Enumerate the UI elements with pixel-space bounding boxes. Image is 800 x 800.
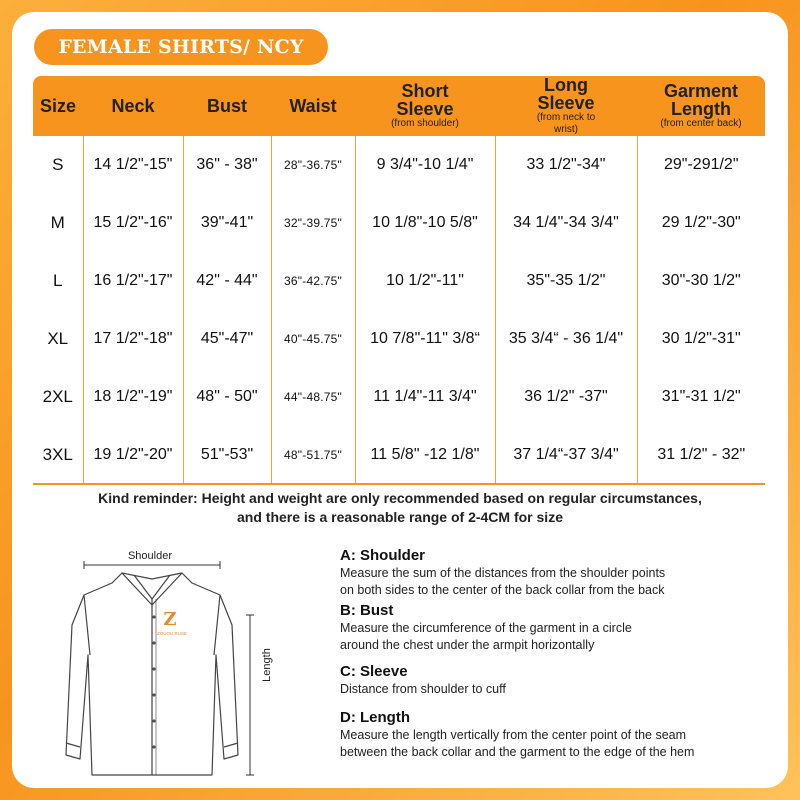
measure-desc: Measure the sum of the distances from the shoulder points — [340, 566, 666, 580]
shoulder-label: Shoulder — [127, 550, 173, 562]
short-sleeve-cell: 9 3/4"-10 1/4" — [355, 136, 495, 194]
chart-title: FEMALE SHIRTS/ NCY — [34, 29, 328, 65]
neck-cell: 18 1/2"-19" — [83, 368, 183, 426]
bust-cell: 36" - 38" — [183, 136, 271, 194]
short-sleeve-cell: 10 1/2"-11" — [355, 252, 495, 310]
header-waist: Waist — [271, 76, 355, 136]
neck-cell: 19 1/2"-20" — [83, 426, 183, 484]
long-sleeve-cell: 33 1/2"-34" — [495, 136, 637, 194]
header-long-sleeve: Long Sleeve (from neck to wrist) — [495, 76, 637, 136]
short-sleeve-cell: 11 5/8" -12 1/8" — [355, 426, 495, 484]
size-cell: 3XL — [33, 426, 83, 484]
header-size: Size — [33, 76, 83, 136]
measure-bust — [340, 602, 780, 654]
measure-length — [340, 709, 780, 761]
table-header-row — [33, 76, 765, 136]
short-sleeve-cell: 10 7/8"-11" 3/8“ — [355, 310, 495, 368]
reminder-line: and there is a reasonable range of 2-4CM for size — [237, 509, 563, 525]
table-row — [33, 194, 765, 252]
size-cell: L — [33, 252, 83, 310]
table-row — [33, 426, 765, 484]
measure-title: B: Bust — [340, 602, 394, 619]
waist-cell: 44"-48.75" — [271, 368, 355, 426]
size-cell: 2XL — [33, 368, 83, 426]
neck-cell: 14 1/2"-15" — [83, 136, 183, 194]
measure-title: D: Length — [340, 709, 410, 726]
header-garment-length: Garment Length (from center back) — [637, 76, 765, 136]
bust-cell: 39"-41" — [183, 194, 271, 252]
garment-length-cell: 31"-31 1/2" — [637, 368, 765, 426]
garment-length-cell: 30 1/2"-31" — [637, 310, 765, 368]
bust-cell: 42" - 44" — [183, 252, 271, 310]
short-sleeve-cell: 11 1/4"-11 3/4" — [355, 368, 495, 426]
measure-desc: between the back collar and the garment to the edge of the hem — [340, 745, 695, 759]
table-row — [33, 252, 765, 310]
bust-cell: 45"-47" — [183, 310, 271, 368]
measure-title: A: Shoulder — [340, 547, 425, 564]
measure-sleeve — [340, 663, 780, 698]
long-sleeve-cell: 35 3/4“ - 36 1/4" — [495, 310, 637, 368]
table-row — [33, 136, 765, 194]
shirt-diagram — [60, 545, 290, 795]
size-cell: XL — [33, 310, 83, 368]
kind-reminder — [40, 489, 760, 527]
bust-cell: 51"-53" — [183, 426, 271, 484]
header-neck: Neck — [83, 76, 183, 136]
garment-length-cell: 31 1/2" - 32" — [637, 426, 765, 484]
measure-desc: Distance from shoulder to cuff — [340, 682, 506, 696]
waist-cell: 36"-42.75" — [271, 252, 355, 310]
garment-length-cell: 30"-30 1/2" — [637, 252, 765, 310]
shirt-icon — [66, 573, 238, 775]
size-cell: M — [33, 194, 83, 252]
measure-desc: on both sides to the center of the back collar from the back — [340, 583, 665, 597]
size-cell: S — [33, 136, 83, 194]
header-bust: Bust — [183, 76, 271, 136]
brand-logo-icon: Z — [163, 609, 177, 630]
brand-logo-text: ZOUOU RUSE — [156, 631, 188, 636]
bust-cell: 48" - 50" — [183, 368, 271, 426]
header-short-sleeve: Short Sleeve (from shoulder) — [355, 76, 495, 136]
waist-cell: 28"-36.75" — [271, 136, 355, 194]
measure-desc: around the chest under the armpit horizontally — [340, 638, 595, 652]
neck-cell: 17 1/2"-18" — [83, 310, 183, 368]
table-row — [33, 368, 765, 426]
table-row — [33, 310, 765, 368]
garment-length-cell: 29"-291/2" — [637, 136, 765, 194]
waist-cell: 40"-45.75" — [271, 310, 355, 368]
size-table — [33, 76, 765, 485]
length-label: Length — [261, 648, 273, 682]
measure-title: C: Sleeve — [340, 663, 408, 680]
waist-cell: 48"-51.75" — [271, 426, 355, 484]
garment-length-cell: 29 1/2"-30" — [637, 194, 765, 252]
neck-cell: 16 1/2"-17" — [83, 252, 183, 310]
long-sleeve-cell: 35"-35 1/2" — [495, 252, 637, 310]
neck-cell: 15 1/2"-16" — [83, 194, 183, 252]
waist-cell: 32"-39.75" — [271, 194, 355, 252]
long-sleeve-cell: 36 1/2" -37" — [495, 368, 637, 426]
reminder-line: Kind reminder: Height and weight are only recommended based on regular circumstances, — [98, 490, 702, 506]
long-sleeve-cell: 37 1/4“-37 3/4" — [495, 426, 637, 484]
measure-desc: Measure the length vertically from the center point of the seam — [340, 728, 687, 742]
long-sleeve-cell: 34 1/4"-34 3/4" — [495, 194, 637, 252]
measure-desc: Measure the circumference of the garment in a circle — [340, 621, 632, 635]
short-sleeve-cell: 10 1/8"-10 5/8" — [355, 194, 495, 252]
measure-shoulder — [340, 547, 780, 599]
